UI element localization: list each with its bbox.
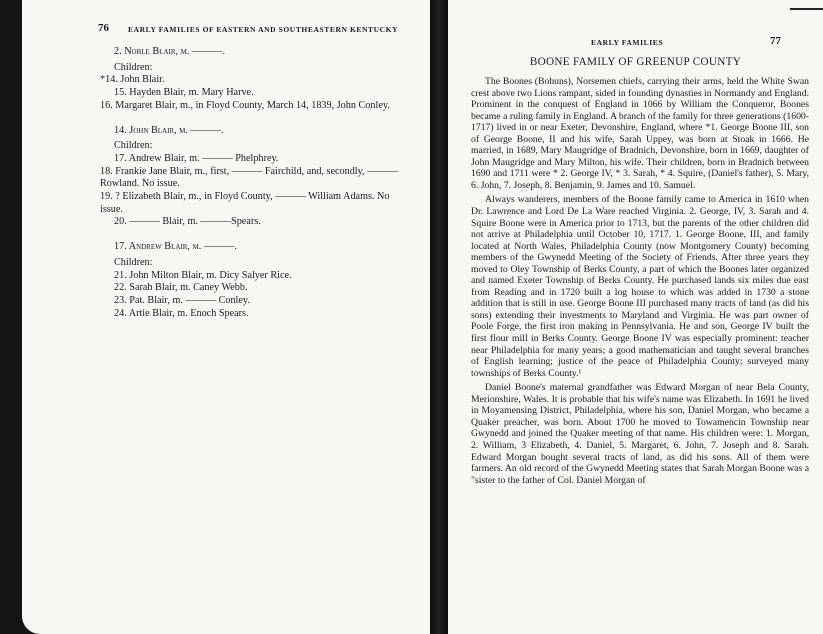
entry-line: *14. John Blair.	[100, 74, 165, 86]
left-page	[22, 0, 430, 634]
page-edge-line	[790, 8, 823, 10]
paragraph: The Boones (Bohuns), Norsemen chiefs, carrying their arms, held the White Swan crest above two Lions rampant, sided in founding dynasties in Normandy and England. Prominent in the conquest of England in 1066 by William the Conqueror, Boones became a ruling family in England. A branch of the family for three generations (1600-1717) lived in or near Exeter, Devonshire, England, where *1. George Boone III, son of George Boone, II and his wife, Sarah Uppey, was born at Stoak in 1666. He married, in 1689, Mary Maugridge of Bradnich, Devonshire, born in 1669, daughter of John Maugridge and Mary Milton, his wife. Their children, born in Bradnich between 1690 and 1711 were * 2. George IV, * 3. Sarah, * 4. Squire, (Daniel's father), 5. Mary, 6. John, 7. Joseph, 8. Benjamin, 9. James and 10. Samuel.	[471, 76, 809, 191]
left-page-number: 76	[98, 22, 109, 34]
entry-line: 24. Artie Blair, m. Enoch Spears.	[114, 307, 249, 319]
entry-line: 20. ——— Blair, m. ———Spears.	[114, 216, 261, 228]
paragraph: Always wanderers, members of the Boone family came to America in 1610 when Dr. Lawrence and Lord De La Ware reached Virginia. 2. George, IV, 3. Sarah and 4. Squire Boone were in America prior to 1713, but the parents of the other children did not arrive at Philadelphia until October 10, 1717. 1. George Boone, III, and family located at North Wales, Philadelphia County (now Montgomery County) becoming members of the Gwynedd Meeting of the Society of Friends. After three years they moved to Oley Township of Berks County, a part of which the Boones later organized and named Exeter Township of Berks County. He purchased lands six miles due east from Reading and in 1720 built a log house to which was added in 1730 a stone addition that is still in use. George Boone III purchased many tracts of land (as did his sons) extending their investments to Maryland and Virginia. He was part owner of Poole Forge, the first iron making in Pennsylvania. He and son, George IV built the first flour mill in Berks County. George Boone IV was especially prominent: teacher near Philadelphia for many years; a good mathematician and taught several branches of English learning; justice of the peace of Philadelphia County; surveyed many townships of Berks County.¹	[471, 194, 809, 379]
book-gutter	[430, 0, 448, 634]
entry-line: 18. Frankie Jane Blair, m., first, ——— Fairchild, and, secondly, ——— Rowland. No issue.	[100, 165, 398, 190]
entry-line: 15. Hayden Blair, m. Mary Harve.	[114, 87, 254, 99]
chapter-title: BOONE FAMILY OF GREENUP COUNTY	[529, 56, 742, 68]
right-page-number: 77	[770, 35, 781, 47]
children-label: Children:	[114, 61, 153, 73]
entry-line: 14. John Blair, m. ———.	[114, 124, 224, 136]
paragraph: Daniel Boone's maternal grandfather was Edward Morgan of near Bela County, Merionshire, Wales. It is probable that his wife's name was Elizabeth. In 1691 he lived in Moyamensing District, Philadelphia, where his son, Daniel Morgan, who became a Quaker preacher, was born. About 1700 he moved to Towamencin Township near Gwynedd and joined the Quaker meeting of that name. His children were: 1. Morgan, 2. William, 3 Elizabeth, 4. Daniel, 5. Margaret, 6. John, 7. Joseph and 8. Sarah. Edward Morgan bought several tracts of land, as did his sons. All of them were farmers. An old record of the Gwynedd Meeting states that Sarah Morgan Boone was a "sister to the father of Col. Daniel Morgan of	[471, 382, 809, 486]
entry-line: 17. Andrew Blair, m. ———.	[114, 241, 237, 253]
spacer	[100, 229, 412, 241]
children-label: Children:	[114, 256, 153, 268]
entry-line: 21. John Milton Blair, m. Dicy Salyer Rice.	[114, 269, 292, 281]
left-running-head: EARLY FAMILIES OF EASTERN AND SOUTHEASTERN KENTUCKY	[128, 25, 399, 34]
entry-line: 22. Sarah Blair, m. Caney Webb.	[114, 282, 248, 294]
right-running-head: EARLY FAMILIES	[591, 38, 664, 47]
entry-line: 16. Margaret Blair, m., in Floyd County, March 14, 1839, John Conley.	[100, 99, 390, 111]
right-page	[448, 0, 823, 634]
entry-line: 2. Noble Blair, m. ———.	[114, 46, 226, 57]
entry-line: 23. Pat. Blair, m. ——— Conley.	[114, 294, 250, 306]
spacer	[100, 113, 412, 125]
children-label: Children:	[114, 140, 153, 152]
left-page-text	[100, 46, 412, 320]
entry-line: 17. Andrew Blair, m. ——— Phelphrey.	[114, 152, 279, 164]
right-page-text	[471, 76, 809, 489]
entry-line: 19. ? Elizabeth Blair, m., in Floyd County, ——— William Adams. No issue.	[100, 191, 390, 215]
